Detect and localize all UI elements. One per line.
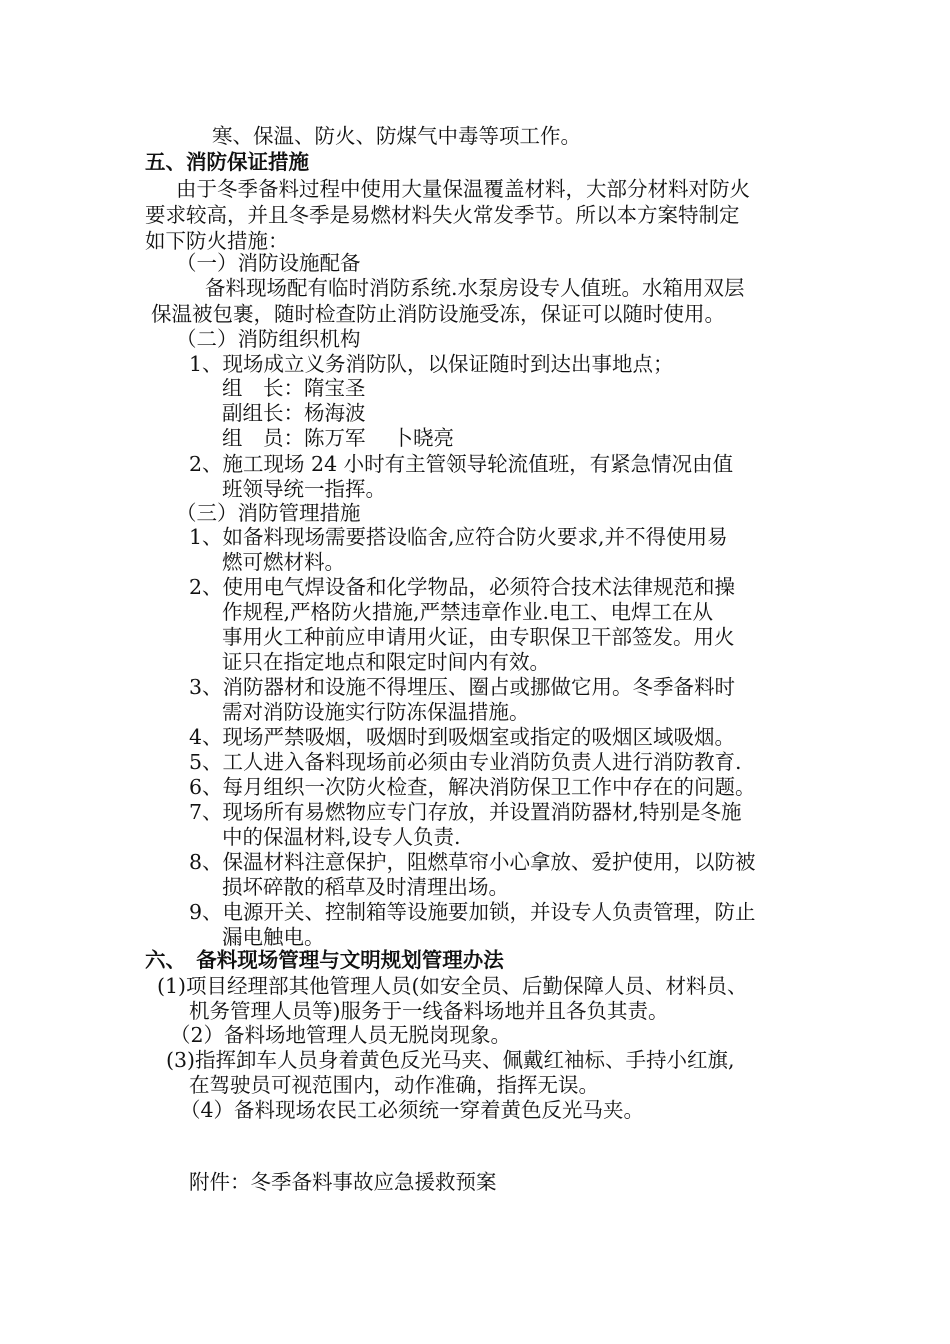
sub3-item-cont: 证只在指定地点和限定时间内有效。 <box>222 650 550 674</box>
sub3-item: 4、现场严禁吸烟，吸烟时到吸烟室或指定的吸烟区域吸烟。 <box>189 725 736 749</box>
sub2-item: 2、施工现场 24 小时有主管领导轮流值班，有紧急情况由值 <box>189 452 734 476</box>
sub3-item: 8、保温材料注意保护，阻燃草帘小心拿放、爱护使用，以防被 <box>189 850 756 874</box>
sub1-body-line: 备料现场配有临时消防系统.水泵房设专人值班。水箱用双层 <box>205 276 745 300</box>
sub2-item-cont: 班领导统一指挥。 <box>222 477 386 501</box>
sub3-item: 7、现场所有易燃物应专门存放，并设置消防器材,特别是冬施 <box>189 800 742 824</box>
sub3-item-cont: 漏电触电。 <box>222 925 325 949</box>
section6-item: (1)项目经理部其他管理人员(如安全员、后勤保障人员、材料员、 <box>157 974 748 998</box>
section6-item-cont: 在驾驶员可视范围内，动作准确，指挥无误。 <box>189 1073 599 1097</box>
sub3-item-cont: 事用火工种前应申请用火证，由专职保卫干部签发。用火 <box>222 625 735 649</box>
section5-intro-line: 如下防火措施： <box>145 229 289 253</box>
section6-item: （2）备料场地管理人员无脱岗现象。 <box>170 1023 512 1047</box>
section5-intro-line: 要求较高，并且冬季是易燃材料失火常发季节。所以本方案特制定 <box>145 203 740 227</box>
sub3-item: 3、消防器材和设施不得埋压、圈占或挪做它用。冬季备料时 <box>189 675 736 699</box>
team-leader: 组 长：隋宝圣 <box>222 376 366 400</box>
sub3-title: （三）消防管理措施 <box>176 501 361 525</box>
section6-item-cont: 机务管理人员等)服务于一线备料场地并且各负其责。 <box>189 999 669 1023</box>
section6-item: （4）备料现场农民工必须统一穿着黄色反光马夹。 <box>180 1098 645 1122</box>
section5-heading: 五、消防保证措施 <box>145 150 309 174</box>
section6-item: (3)指挥卸车人员身着黄色反光马夹、佩戴红袖标、手持小红旗, <box>166 1048 735 1072</box>
sub3-item-cont: 作规程,严格防火措施,严禁违章作业.电工、电焊工在从 <box>222 600 714 624</box>
sub3-item-cont: 损坏碎散的稻草及时清理出场。 <box>222 875 509 899</box>
sub3-item: 2、使用电气焊设备和化学物品，必须符合技术法律规范和操 <box>189 575 736 599</box>
sub2-item: 1、现场成立义务消防队，以保证随时到达出事地点； <box>189 352 674 376</box>
intro-continuation: 寒、保温、防火、防煤气中毒等项工作。 <box>212 124 581 148</box>
sub3-item: 1、如备料现场需要搭设临舍,应符合防火要求,并不得使用易 <box>189 525 728 549</box>
sub3-item: 9、电源开关、控制箱等设施要加锁，并设专人负责管理，防止 <box>189 900 756 924</box>
section6-heading: 六、 备料现场管理与文明规划管理办法 <box>145 948 504 972</box>
sub1-title: （一）消防设施配备 <box>176 251 361 275</box>
sub3-item-cont: 需对消防设施实行防冻保温措施。 <box>222 700 530 724</box>
attachment-note: 附件：冬季备料事故应急援救预案 <box>189 1170 497 1194</box>
sub3-item: 5、工人进入备料现场前必须由专业消防负责人进行消防教育. <box>189 750 742 774</box>
sub2-title: （二）消防组织机构 <box>176 327 361 351</box>
section5-intro-line: 由于冬季备料过程中使用大量保温覆盖材料，大部分材料对防火 <box>176 177 750 201</box>
sub1-body-line: 保温被包裹，随时检查防止消防设施受冻，保证可以随时使用。 <box>151 302 725 326</box>
sub3-item: 6、每月组织一次防火检查，解决消防保卫工作中存在的问题。 <box>189 775 756 799</box>
team-deputy: 副组长：杨海波 <box>222 401 366 425</box>
sub3-item-cont: 燃可燃材料。 <box>222 550 345 574</box>
sub3-item-cont: 中的保温材料,设专人负责. <box>222 825 461 849</box>
team-members: 组 员：陈万军 卜晓亮 <box>222 426 455 450</box>
